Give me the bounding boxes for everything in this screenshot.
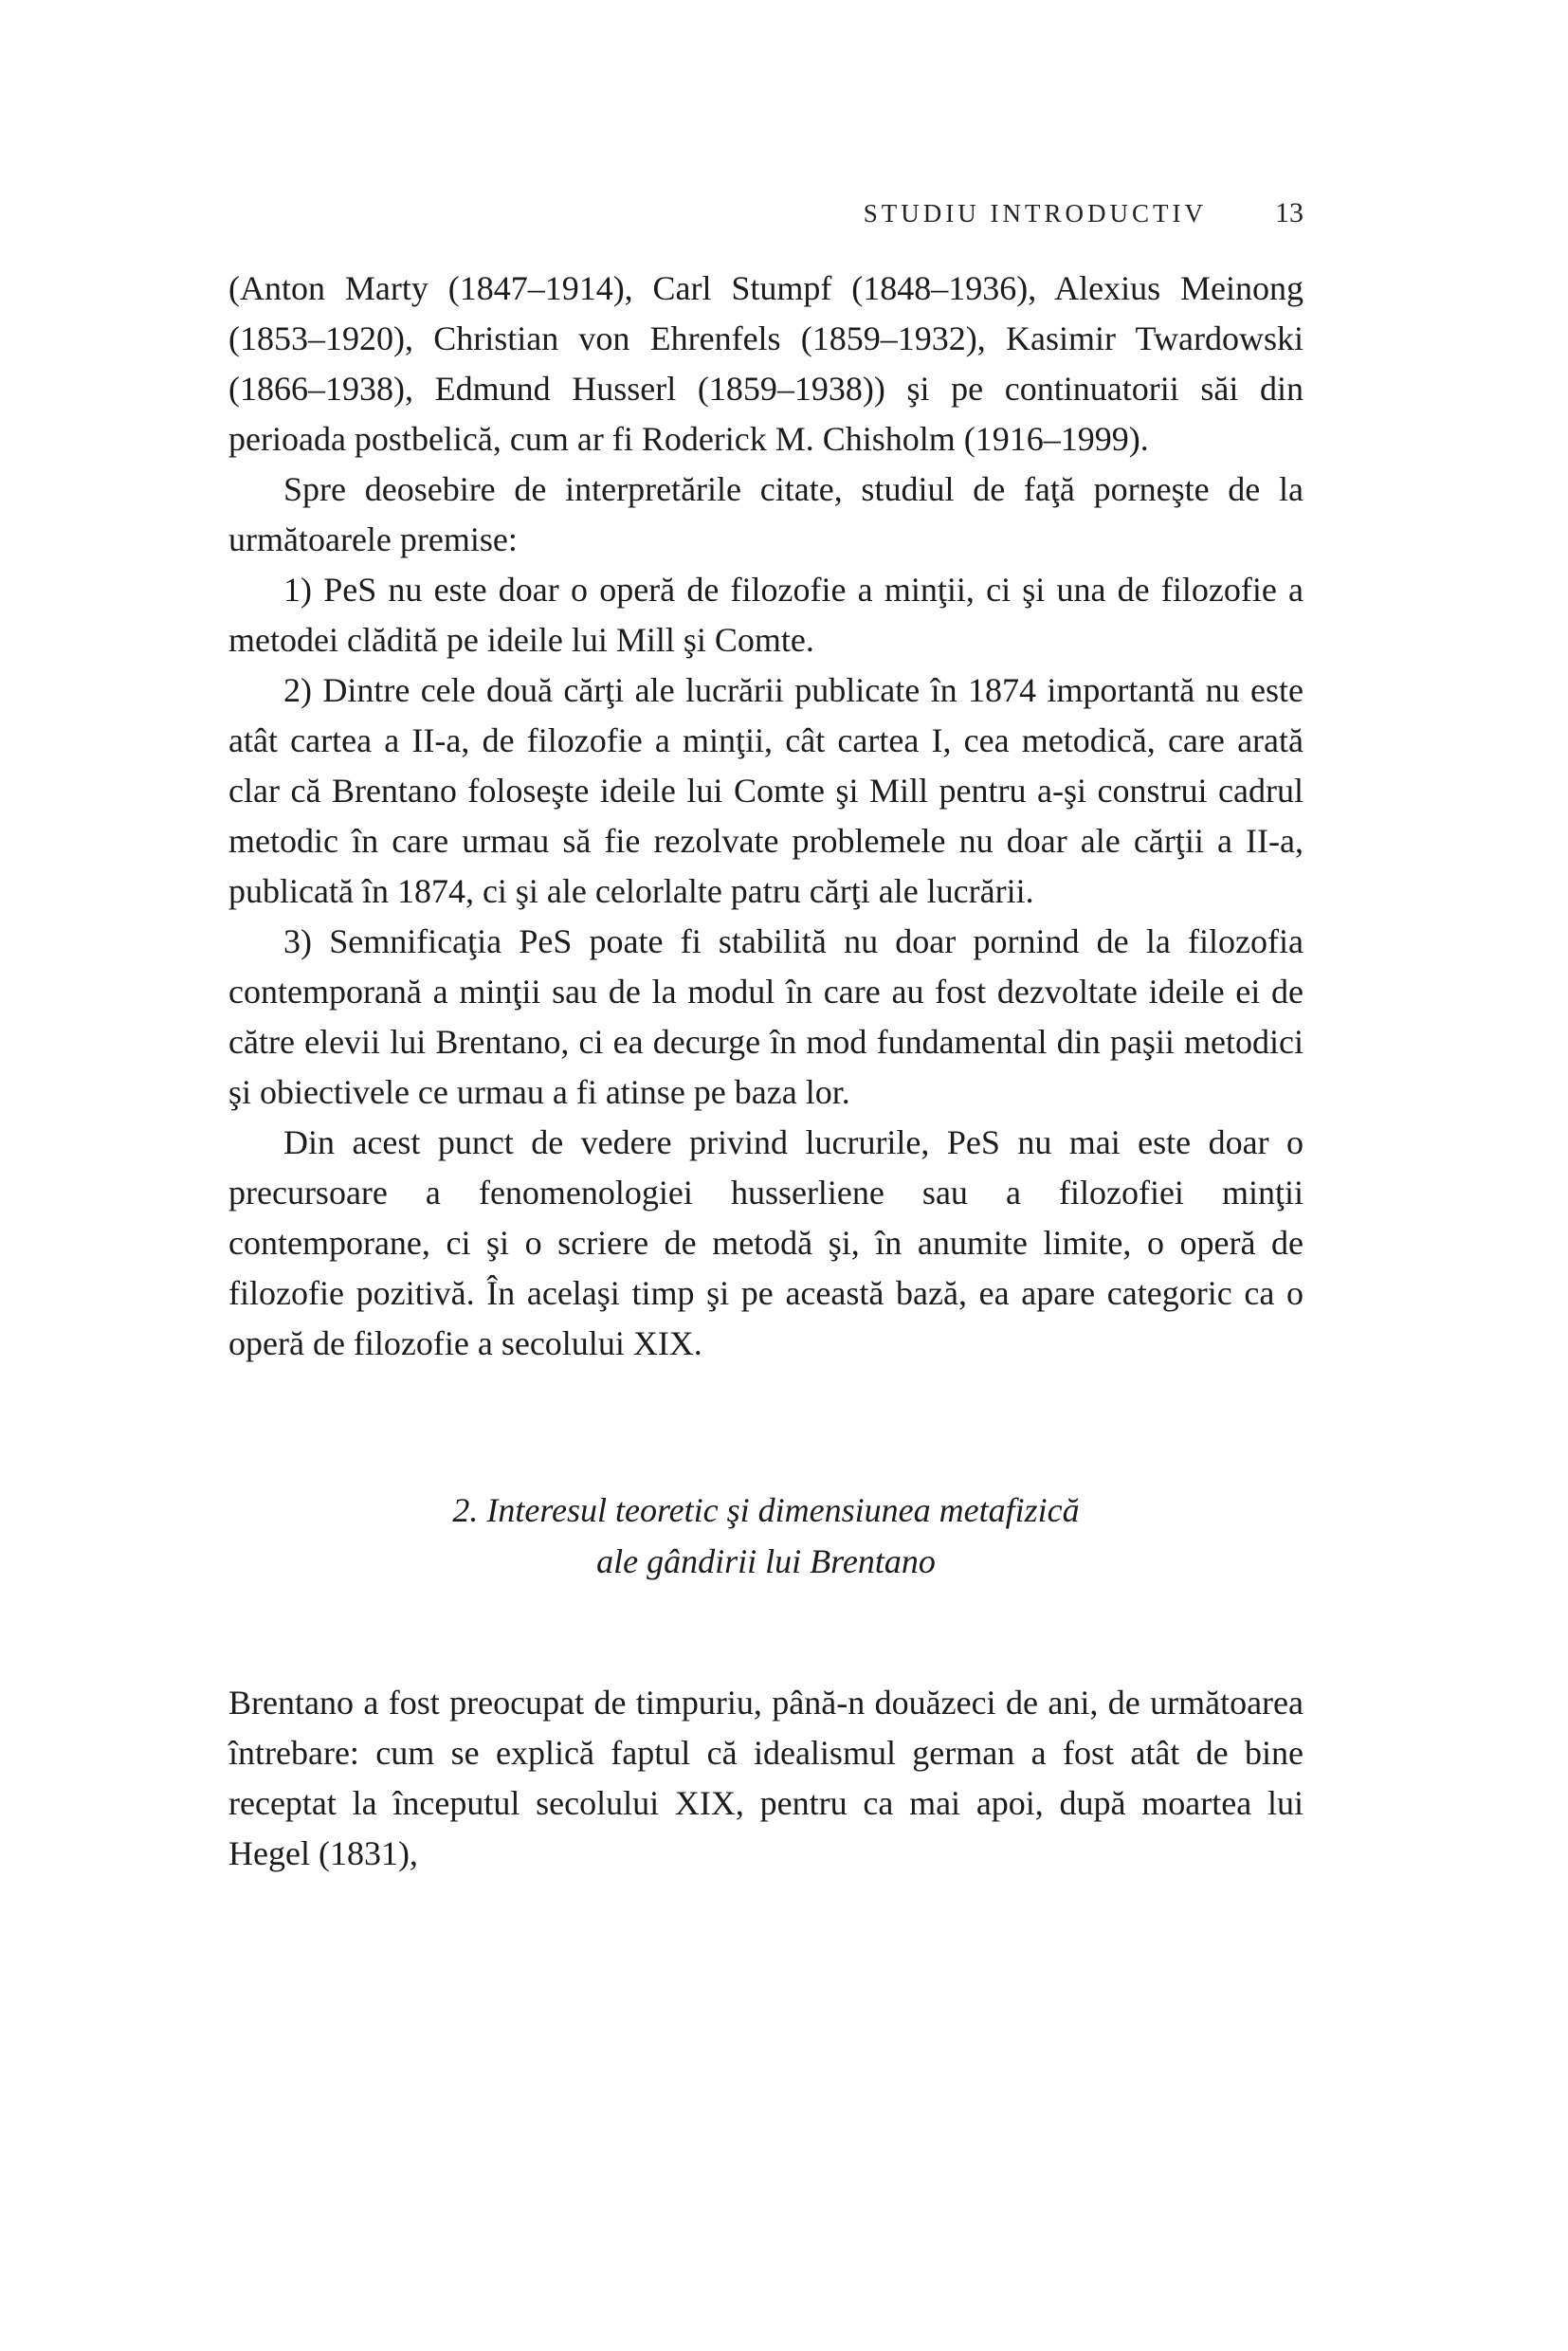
section-heading-line-1: 2. Interesul teoretic şi dimensiunea metafizică	[452, 1491, 1080, 1529]
paragraph-list-item-3: 3) Semnificaţia PeS poate fi stabilită nu doar pornind de la filozofia contemporană a minţii sau de la modul în care au fost dezvoltate ideile ei de către elevii lui Brentano, ci ea decurge în mod fundamental din paşii metodici şi obiectivele ce urmau a fi atinse pe baza lor.	[228, 922, 1304, 1111]
paragraph: Brentano a fost preocupat de timpuriu, până-n douăzeci de ani, de următoarea întrebare: cum se explică faptul că idealismul german a fost atât de bine receptat la începutul secolului XIX, pentru ca mai apoi, după moartea lui Hegel (1831),	[228, 1684, 1304, 1872]
paragraph: Din acest punct de vedere privind lucrurile, PeS nu mai este doar o precursoare a fenomenologiei husserliene sau a filozofiei minţii contemporane, ci şi o scriere de metodă şi, în anumite limite, o operă de filozofie pozitivă. În acelaşi timp şi pe această bază, ea apare categoric ca o operă de filozofie a secolului XIX.	[228, 1123, 1304, 1362]
page-number: 13	[1275, 197, 1304, 228]
paragraph: Spre deosebire de interpretările citate, studiul de faţă porneşte de la următoarele premise:	[228, 470, 1304, 558]
paragraph: (Anton Marty (1847–1914), Carl Stumpf (1848–1936), Alexius Meinong (1853–1920), Christian von Ehrenfels (1859–1932), Kasimir Twardowski (1866–1938), Edmund Husserl (1859–1938)) şi pe continuatorii săi din perioada postbelică, cum ar fi Roderick M. Chisholm (1916–1999).	[228, 269, 1304, 458]
paragraph-list-item-1: 1) PeS nu este doar o operă de filozofie a minţii, ci şi una de filozofie a metodei clădită pe ideile lui Mill şi Comte.	[228, 571, 1304, 659]
section-heading	[228, 1485, 1304, 1587]
running-header	[228, 197, 1304, 229]
running-title: STUDIU INTRODUCTIV	[863, 199, 1207, 228]
text-block	[228, 264, 1304, 1879]
paragraph-list-item-2: 2) Dintre cele două cărţi ale lucrării publicate în 1874 importantă nu este atât cartea a II-a, de filozofie a minţii, cât cartea I, cea metodică, care arată clar că Brentano foloseşte ideile lui Comte şi Mill pentru a-şi construi cadrul metodic în care urmau să fie rezolvate problemele nu doar ale cărţii a II-a, publicată în 1874, ci şi ale celorlalte patru cărţi ale lucrării.	[228, 671, 1304, 910]
section-heading-line-2: ale gândirii lui Brentano	[596, 1542, 936, 1580]
